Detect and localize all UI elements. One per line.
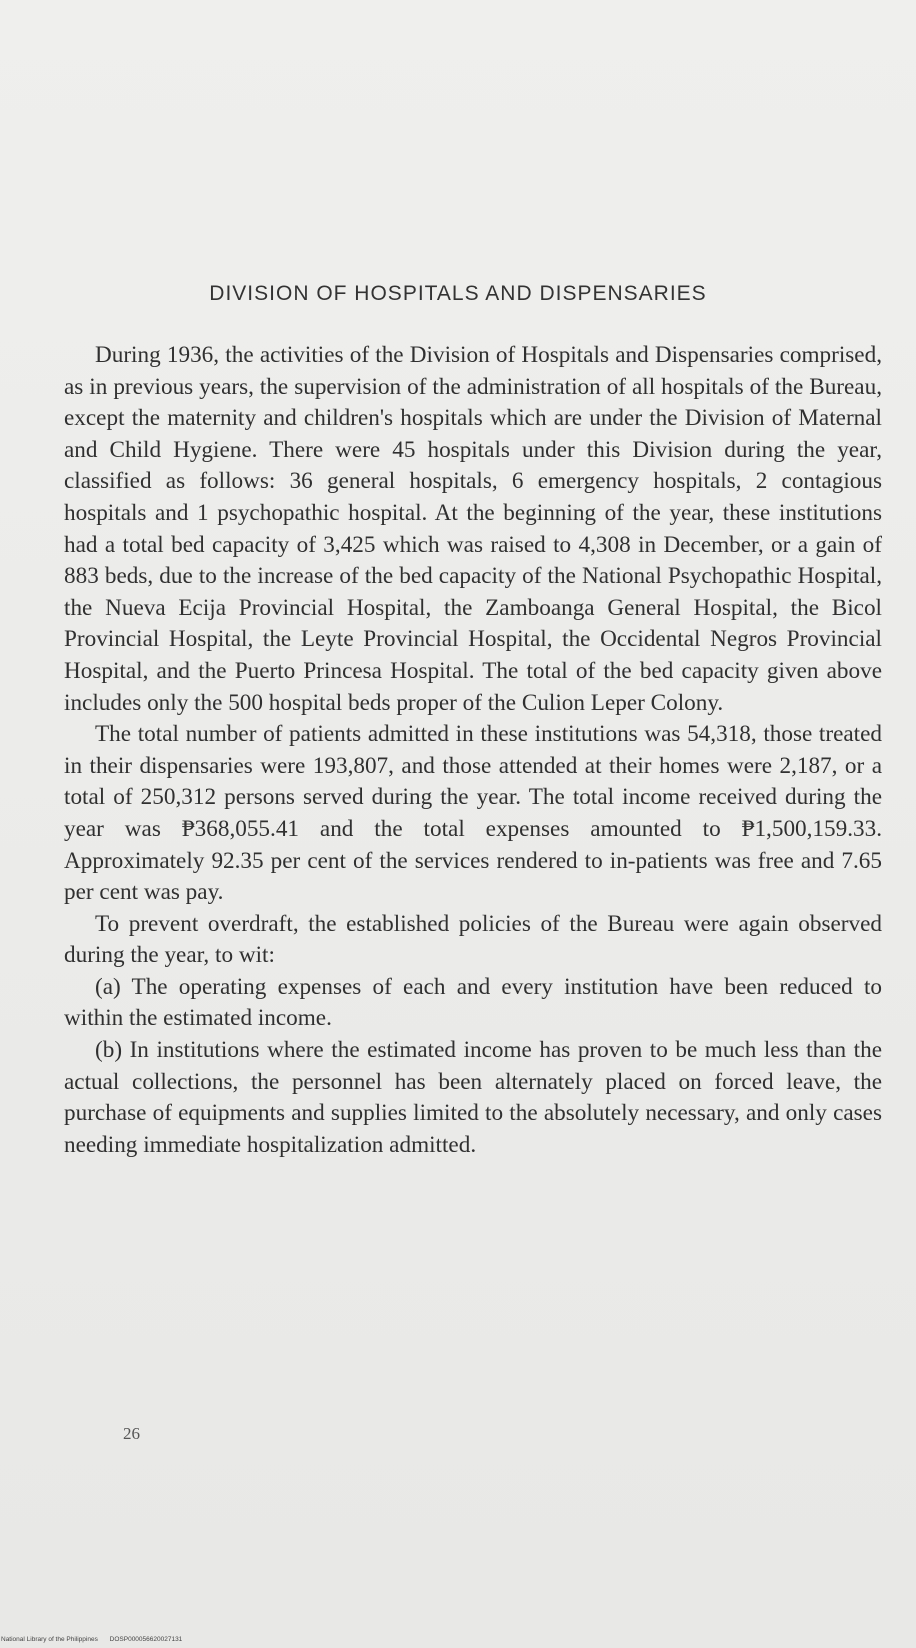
paragraph: (b) In institutions where the estimated income has proven to be much less than the actual collections, the personnel has been alternately placed on forced leave, the purchase of equipments and supplies limited to the absolutely necessary, and only cases needing immediate hospitalization admitted. — [64, 1037, 882, 1158]
paragraph: During 1936, the activities of the Division of Hospitals and Dispensaries comprised, as in previous years, the supervision of the administration of all hospitals of the Bureau, except the maternity and children's hospitals which are under the Division of Maternal and Child Hygiene. There were 45 hospitals under this Division during the year, classified as follows: 36 general hospitals, 6 emergency hospitals, 2 contagious hospitals and 1 psychopathic hospital. At the beginning of the year, these institutions had a total bed capacity of 3,425 which was raised to 4,308 in December, or a gain of 883 beds, due to the increase of the bed capacity of the National Psychopathic Hospital, the Nueva Ecija Provincial Hospital, the Zamboanga General Hospital, the Bicol Provincial Hospital, the Leyte Provincial Hospital, the Occidental Negros Provincial Hospital, and the Puerto Princesa Hospital. The total of the bed capacity given above includes only the 500 hospital beds proper of the Culion Leper Colony. — [64, 342, 882, 716]
paragraph: The total number of patients admitted in these institutions was 54,318, those treated in their dispensaries were 193,807, and those attended at their homes were 2,187, or a total of 250,312 persons served during the year. The total income received during the year was ₱368,055.41 and the total expenses amounted to ₱1,500,159.33. Approximately 92.35 per cent of the services rendered to in-patients was free and 7.65 per cent was pay. — [64, 721, 882, 906]
paragraph: To prevent overdraft, the established policies of the Bureau were again observed during the year, to wit: — [64, 910, 882, 969]
section-heading: DIVISION OF HOSPITALS AND DISPENSARIES — [209, 282, 707, 305]
body-text — [64, 340, 882, 1161]
paragraph: (a) The operating expenses of each and every institution have been reduced to within the estimated income. — [64, 973, 882, 1032]
library-name: National Library of the Philippines — [1, 1636, 98, 1643]
scan-footer — [1, 1636, 192, 1643]
scan-code: DOSP000056620027131 — [109, 1636, 183, 1643]
page-number: 26 — [123, 1424, 140, 1443]
